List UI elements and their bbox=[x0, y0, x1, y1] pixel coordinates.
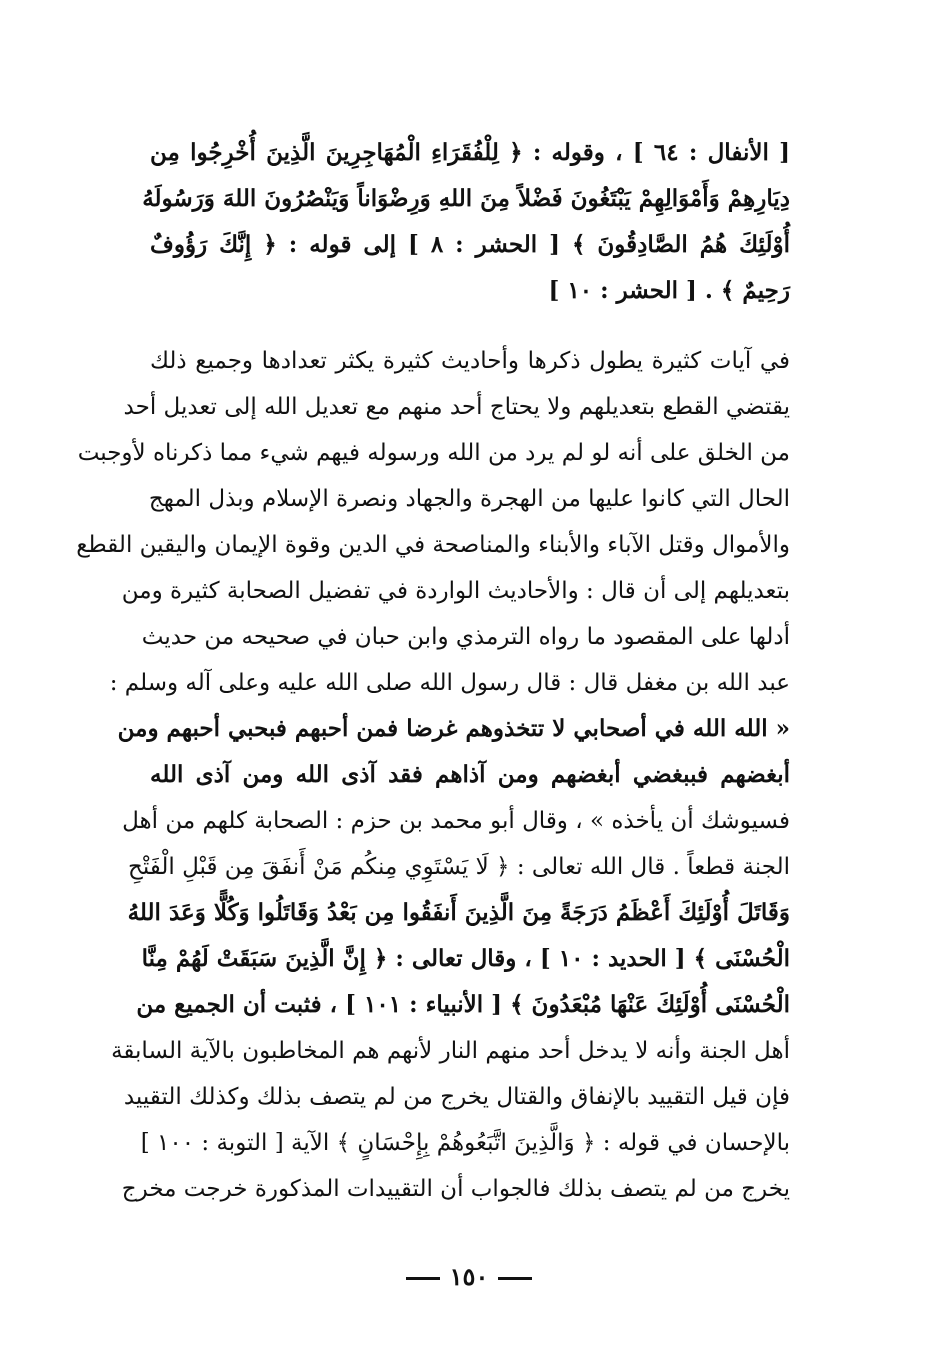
dash-left bbox=[498, 1277, 532, 1280]
page-body bbox=[76, 108, 790, 1288]
text-line-11: أدلها على المقصود ما رواه الترمذي وابن حبان في صحيحه من حديث bbox=[141, 624, 790, 650]
text-line-23: يخرج من لم يتصف بذلك فالجواب أن التقييدات المذكورة خرجت مخرج bbox=[121, 1176, 790, 1202]
text-line-8: الحال التي كانوا عليها من الهجرة والجهاد ونصرة الإسلام وبذل المهج bbox=[148, 486, 790, 512]
page-number bbox=[0, 1262, 938, 1291]
text-line-14: أبغضهم فببغضي أبغضهم ومن آذاهم فقد آذى الله ومن آذى الله bbox=[150, 761, 790, 788]
text-line-22: بالإحسان في قوله : ﴿ وَالَّذِينَ اتَّبَعُوهُمْ بِإِحْسَانٍ ﴾ الآية [ التوبة : ١٠٠ ] bbox=[140, 1130, 790, 1156]
text-line-6: يقتضي القطع بتعديلهم ولا يحتاج أحد منهم مع تعديل الله إلى تعديل أحد bbox=[123, 394, 790, 420]
text-line-5: في آيات كثيرة يطول ذكرها وأحاديث كثيرة يكثر تعدادها وجميع ذلك bbox=[150, 348, 790, 374]
text-line-2: دِيَارِهِمْ وَأَمْوَالِهِمْ يَبْتَغُونَ فَضْلاً مِنَ اللهِ وَرِضْوَاناً وَيَنْصُرُونَ اللهَ وَرَسُولَهُ bbox=[142, 185, 790, 212]
text-line-1: [ الأنفال : ٦٤ ] ، وقوله : ﴿ لِلْفُقَرَاءِ الْمُهَاجِرِينَ الَّذِينَ أُخْرِجُوا مِن bbox=[150, 139, 790, 166]
text-line-7: من الخلق على أنه لو لم يرد من الله ورسوله فيهم شيء مما ذكرناه لأوجبت bbox=[77, 440, 790, 466]
text-line-9: والأموال وقتل الآباء والأبناء والمناصحة في الدين وقوة الإيمان واليقين القطع bbox=[76, 532, 790, 558]
text-line-19: الْحُسْنَى أُوْلَئِكَ عَنْهَا مُبْعَدُونَ ﴾ [ الأنبياء : ١٠١ ] ، فثبت أن الجميع من bbox=[136, 991, 790, 1018]
text-line-12: عبد الله بن مغفل قال : قال رسول الله صلى الله عليه وعلى آله وسلم : bbox=[109, 670, 790, 696]
text-line-3: أُوْلَئِكَ هُمُ الصَّادِقُونَ ﴾ [ الحشر : ٨ ] إلى قوله : ﴿ إِنَّكَ رَؤُوفٌ bbox=[150, 231, 790, 258]
text-line-4: رَحِيمٌ ﴾ . [ الحشر : ١٠ ] bbox=[548, 277, 790, 304]
text-line-15: فسيوشك أن يأخذه » ، وقال أبو محمد بن حزم : الصحابة كلهم من أهل bbox=[122, 808, 790, 834]
page-number-text: ١٥٠ bbox=[449, 1262, 489, 1291]
text-line-17: وَقَاتَلَ أُوْلَئِكَ أَعْظَمُ دَرَجَةً مِنَ الَّذِينَ أَنفَقُوا مِن بَعْدُ وَقَاتَلُوا وَكُلًّا وَعَدَ اللهُ bbox=[127, 899, 790, 926]
dash-right bbox=[406, 1277, 440, 1280]
text-line-10: بتعديلهم إلى أن قال : والأحاديث الواردة في تفضيل الصحابة كثيرة ومن bbox=[121, 578, 790, 604]
text-line-13: « الله الله في أصحابي لا تتخذوهم غرضا فمن أحبهم فبحبي أحبهم ومن bbox=[117, 715, 790, 742]
text-line-16: الجنة قطعاً . قال الله تعالى : ﴿ لَا يَسْتَوِي مِنكُم مَنْ أَنفَقَ مِن قَبْلِ الْفَتْحِ bbox=[128, 854, 790, 880]
text-line-21: فإن قيل التقييد بالإنفاق والقتال يخرج من لم يتصف بذلك وكذلك التقييد bbox=[123, 1084, 790, 1110]
text-line-18: الْحُسْنَى ﴾ [ الحديد : ١٠ ] ، وقال تعالى : ﴿ إِنَّ الَّذِينَ سَبَقَتْ لَهُمْ مِنَّا bbox=[141, 945, 790, 972]
text-line-20: أهل الجنة وأنه لا يدخل أحد منهم النار لأنهم هم المخاطبون بالآية السابقة bbox=[111, 1038, 790, 1064]
